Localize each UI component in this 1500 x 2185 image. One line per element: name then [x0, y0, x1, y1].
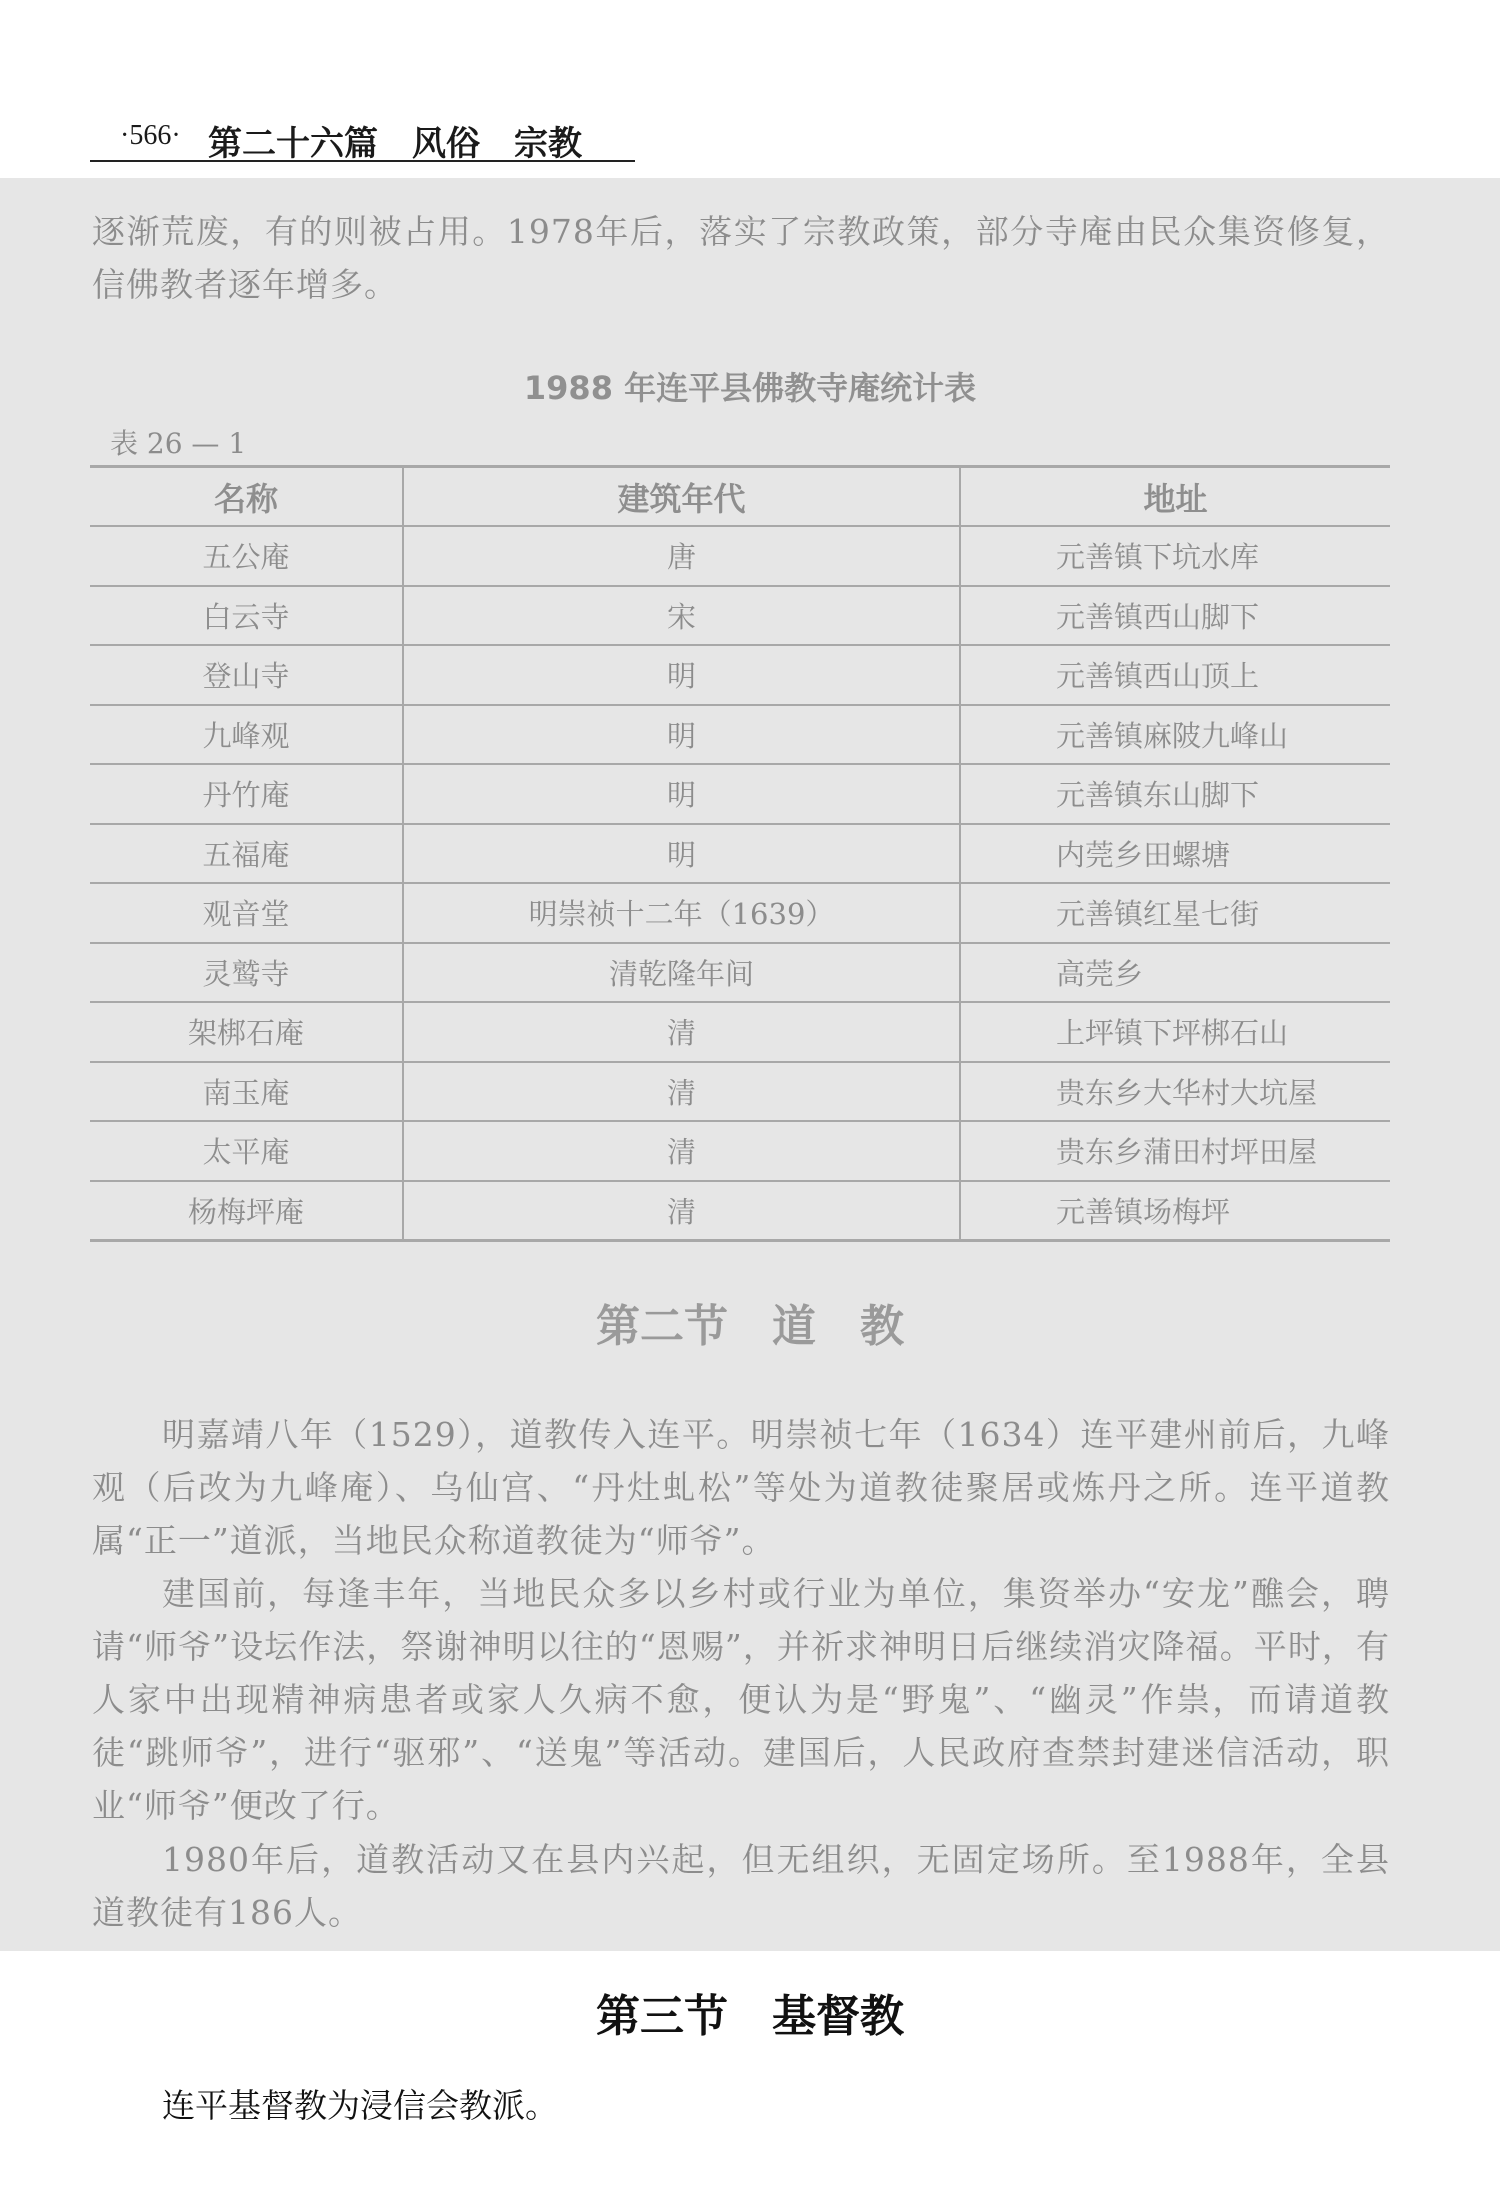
section3-title: 第三节 基督教 — [596, 1991, 904, 2042]
cell-era: 明 — [403, 645, 960, 705]
table-row — [90, 883, 1390, 943]
cell-name: 丹竹庵 — [90, 764, 403, 824]
cell-address: 元善镇下坑水库 — [960, 526, 1390, 586]
cell-era: 清 — [403, 1181, 960, 1241]
table-row — [90, 705, 1390, 765]
table-row — [90, 645, 1390, 705]
temple-statistics-table — [90, 465, 1390, 1242]
table-row — [90, 1121, 1390, 1181]
intro-paragraph: 逐渐荒废，有的则被占用。1978年后，落实了宗教政策，部分寺庵由民众集资修复，信佛教者逐年增多。 — [92, 212, 1390, 304]
cell-name: 白云寺 — [90, 586, 403, 646]
table-row — [90, 824, 1390, 884]
cell-name: 灵鹫寺 — [90, 943, 403, 1003]
cell-address: 贵东乡蒲田村坪田屋 — [960, 1121, 1390, 1181]
cell-address: 元善镇红星七街 — [960, 883, 1390, 943]
cell-name: 五公庵 — [90, 526, 403, 586]
cell-address: 元善镇麻陂九峰山 — [960, 705, 1390, 765]
cell-name: 观音堂 — [90, 883, 403, 943]
table-row — [90, 764, 1390, 824]
cell-era: 宋 — [403, 586, 960, 646]
cell-name: 杨梅坪庵 — [90, 1181, 403, 1241]
cell-name: 太平庵 — [90, 1121, 403, 1181]
cell-era: 清 — [403, 1002, 960, 1062]
cell-era: 清乾隆年间 — [403, 943, 960, 1003]
chapter-title: 第二十六篇 风俗 宗教 — [208, 124, 582, 164]
table-row — [90, 586, 1390, 646]
cell-address: 上坪镇下坪梆石山 — [960, 1002, 1390, 1062]
table-row — [90, 1181, 1390, 1241]
table-title: 1988 年连平县佛教寺庵统计表 — [523, 369, 977, 407]
cell-era: 清 — [403, 1121, 960, 1181]
cell-address: 高莞乡 — [960, 943, 1390, 1003]
cell-era: 明 — [403, 705, 960, 765]
cell-era: 明 — [403, 824, 960, 884]
table-header-row — [90, 467, 1390, 527]
cell-address: 贵东乡大华村大坑屋 — [960, 1062, 1390, 1122]
section2-paragraph-1: 明嘉靖八年（1529），道教传入连平。明崇祯七年（1634）连平建州前后，九峰观（后改为九峰庵）、乌仙宫、“丹灶虬松”等处为道教徒聚居或炼丹之所。连平道教属“正一”道派，当地民众称道教徒为“师爷”。 — [92, 1415, 1390, 1560]
column-header-era: 建筑年代 — [403, 467, 960, 527]
cell-era: 唐 — [403, 526, 960, 586]
cell-name: 南玉庵 — [90, 1062, 403, 1122]
cell-address: 元善镇西山顶上 — [960, 645, 1390, 705]
section2-title: 第二节 道 教 — [596, 1301, 904, 1352]
section3-paragraph: 连平基督教为浸信会教派。 — [162, 2086, 558, 2125]
table-row — [90, 1002, 1390, 1062]
table-row — [90, 1062, 1390, 1122]
cell-name: 登山寺 — [90, 645, 403, 705]
section2-paragraph-3: 1980年后，道教活动又在县内兴起，但无组织，无固定场所。至1988年，全县道教徒有186人。 — [92, 1840, 1390, 1932]
column-header-name: 名称 — [90, 467, 403, 527]
cell-address: 元善镇西山脚下 — [960, 586, 1390, 646]
cell-name: 五福庵 — [90, 824, 403, 884]
cell-era: 明崇祯十二年（1639） — [403, 883, 960, 943]
column-header-address: 地址 — [960, 467, 1390, 527]
table-row — [90, 526, 1390, 586]
section2-paragraph-2: 建国前，每逢丰年，当地民众多以乡村或行业为单位，集资举办“安龙”醮会，聘请“师爷”设坛作法，祭谢神明以往的“恩赐”，并祈求神明日后继续消灾降福。平时，有人家中出现精神病患者或家人久病不愈，便认为是“野鬼”、“幽灵”作祟，而请道教徒“跳师爷”，进行“驱邪”、“送鬼”等活动。建国后，人民政府查禁封建迷信活动，职业“师爷”便改了行。 — [92, 1574, 1390, 1825]
cell-address: 内莞乡田螺塘 — [960, 824, 1390, 884]
page-header — [90, 112, 635, 162]
cell-address: 元善镇东山脚下 — [960, 764, 1390, 824]
cell-name: 九峰观 — [90, 705, 403, 765]
page-number: ·566· — [120, 120, 181, 151]
cell-era: 明 — [403, 764, 960, 824]
cell-era: 清 — [403, 1062, 960, 1122]
cell-name: 架梆石庵 — [90, 1002, 403, 1062]
table-row — [90, 943, 1390, 1003]
table-number: 表 26 — 1 — [110, 427, 247, 460]
cell-address: 元善镇场梅坪 — [960, 1181, 1390, 1241]
